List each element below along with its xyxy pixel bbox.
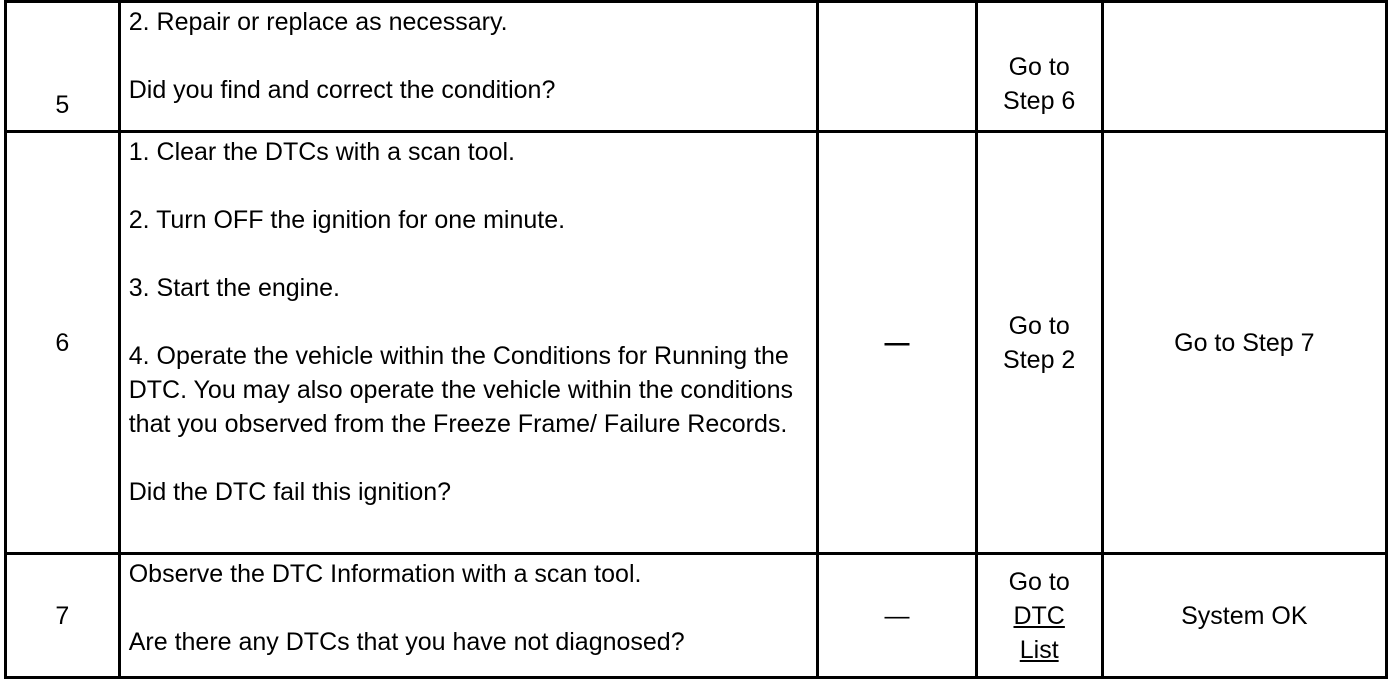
step-number: 6 xyxy=(6,132,120,554)
no-cell: Go to Step 7 xyxy=(1102,132,1386,554)
action-cell xyxy=(119,132,818,554)
yes-cell xyxy=(976,554,1102,678)
action-question: Did you find and correct the condition? xyxy=(128,76,556,104)
yes-go-to: Go to xyxy=(1008,311,1070,340)
table-row xyxy=(6,2,1387,132)
no-cell xyxy=(1102,2,1386,132)
dtc-list-link[interactable]: DTC xyxy=(1013,601,1065,630)
action-text: 2. Repair or replace as necessary. xyxy=(128,8,508,36)
yes-step: Step 6 xyxy=(1003,87,1076,115)
dtc-list-link-line2[interactable]: List xyxy=(1019,635,1059,664)
action-text: Observe the DTC Information with a scan tool. xyxy=(128,560,642,588)
values-cell: — xyxy=(818,554,976,678)
action-text: 3. Start the engine. xyxy=(128,274,340,302)
table-row xyxy=(6,554,1387,678)
yes-cell xyxy=(976,2,1102,132)
no-cell: System OK xyxy=(1102,554,1386,678)
action-text: 4. Operate the vehicle within the Conditions for Running the DTC. You may also operate the vehicle within the conditions that you observed from the Freeze Frame/ Failure Records. xyxy=(128,342,793,438)
action-question: Did the DTC fail this ignition? xyxy=(128,478,452,506)
action-cell xyxy=(119,2,818,132)
action-question: Are there any DTCs that you have not diagnosed? xyxy=(128,628,685,656)
yes-cell xyxy=(976,132,1102,554)
yes-go-to: Go to xyxy=(1008,53,1070,81)
values-cell: — xyxy=(818,132,976,554)
values-cell xyxy=(818,2,976,132)
diagnostic-table xyxy=(4,0,1388,679)
yes-go-to: Go to xyxy=(1008,567,1070,596)
action-text: 1. Clear the DTCs with a scan tool. xyxy=(128,138,515,166)
yes-step: Step 2 xyxy=(1003,345,1076,374)
action-cell xyxy=(119,554,818,678)
step-number: 7 xyxy=(6,554,120,678)
step-number: 5 xyxy=(6,2,120,132)
action-text: 2. Turn OFF the ignition for one minute. xyxy=(128,206,566,234)
table-row xyxy=(6,132,1387,554)
